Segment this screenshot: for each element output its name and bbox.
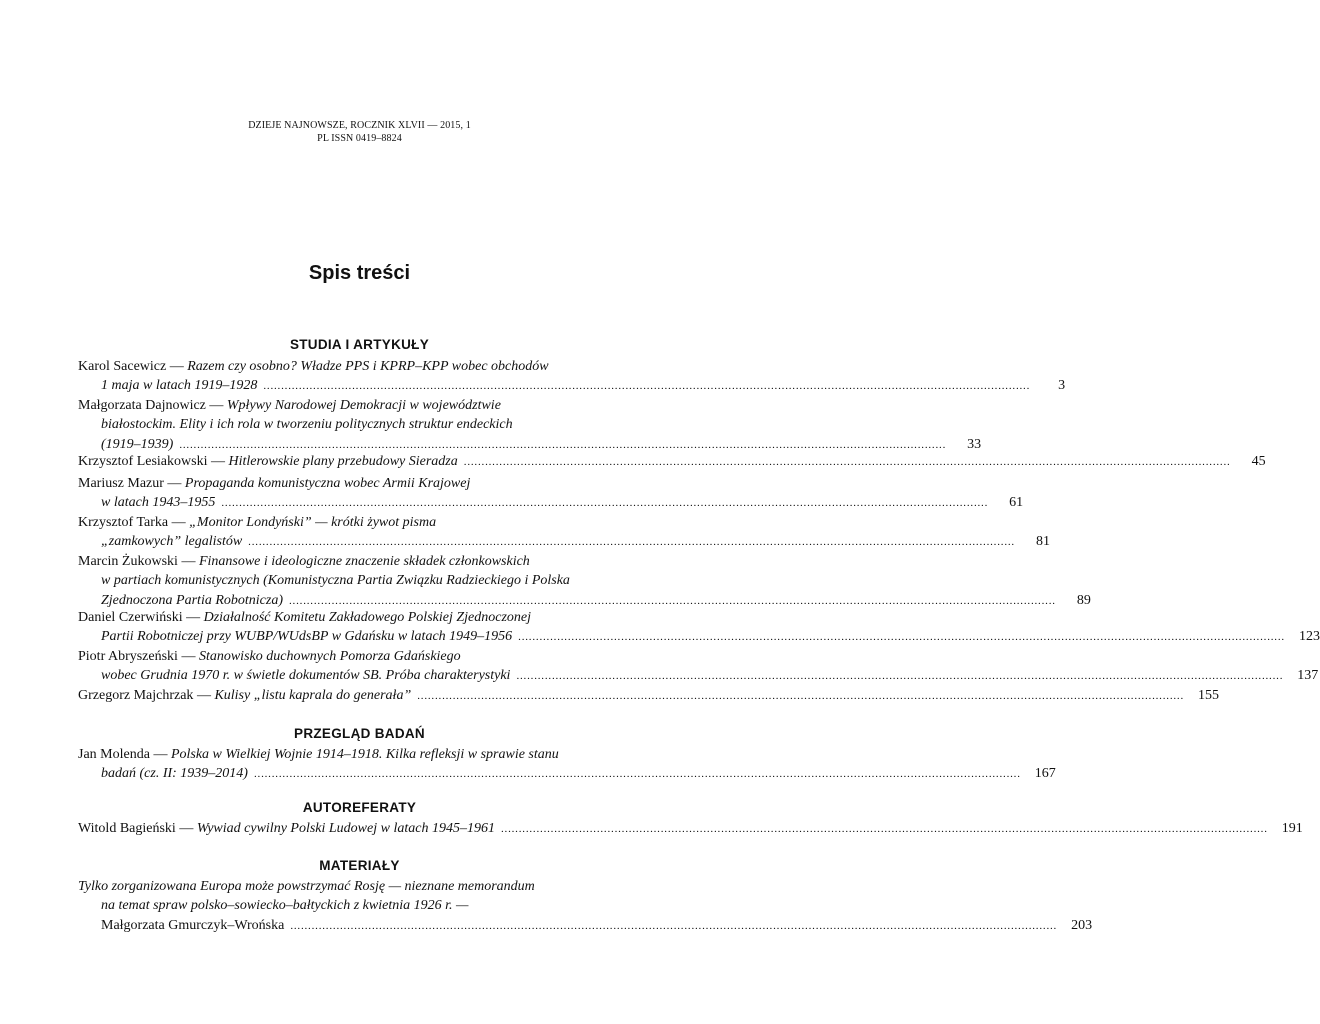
leader-dots: ........................................................................................................................................................................................................................ [253, 768, 1021, 781]
page-number: 45 [1251, 454, 1266, 469]
page-number: 81 [1035, 534, 1050, 550]
toc-entry-dajnowicz[interactable]: Małgorzata Dajnowicz — Wpływy Narodowej Demokracji w województwie białostockim. Elity i ich rola w tworzeniu politycznych struktur endeckich (1919–1939) ........................................................................................................................................................................................................................ 33 [78, 396, 641, 454]
page-number: 33 [967, 436, 982, 452]
entry-author: Witold Bagieński [78, 821, 176, 836]
entry-title: „Monitor Londyński” — krótki żywot pisma [189, 515, 437, 530]
page-title: Spis treści [308, 262, 411, 284]
toc-entry-lesiakowski[interactable]: Krzysztof Lesiakowski — Hitlerowskie plany przebudowy Sieradza ........................................................................................................................................................................................................................ 45 [78, 452, 641, 471]
toc-entry-gmurczyk-wronska[interactable]: Tylko zorganizowana Europa może powstrzymać Rosję — nieznane memorandum na temat spraw polsko–sowiecko–bałtyckich z kwietnia 1926 r. — Małgorzata Gmurczyk–Wrońska ........................................................................................................................................................................................................................ 203 [78, 877, 641, 935]
entry-title: Wywiad cywilny Polski Ludowej w latach 1945–1961 [196, 821, 495, 836]
section-heading-studia: STUDIA I ARTYKUŁY [289, 337, 430, 352]
issn-line: PL ISSN 0419–8824 [317, 133, 402, 144]
entry-title: Hitlerowskie plany przebudowy Sieradza [228, 454, 458, 469]
leader-dots: ........................................................................................................................................................................................................................ [500, 823, 1268, 835]
entry-author: Daniel Czerwiński [78, 610, 183, 625]
journal-line: DZIEJE NAJNOWSZE, ROCZNIK XLVII — 2015, 1 [248, 120, 471, 131]
entry-author: Karol Sacewicz [78, 359, 167, 374]
entry-title: Finansowe i ideologiczne znaczenie składek członkowskich [198, 554, 530, 569]
page-number: 89 [1076, 592, 1091, 608]
entry-author: Małgorzata Dajnowicz [78, 398, 206, 413]
entry-title: Kulisy „listu kaprala do generała” [214, 688, 412, 703]
page-number: 155 [1198, 688, 1220, 703]
page-number: 3 [1058, 378, 1066, 394]
leader-dots: ........................................................................................................................................................................................................................ [289, 594, 1056, 607]
toc-entry-zukowski[interactable]: Marcin Żukowski — Finansowe i ideologiczne znaczenie składek członkowskich w partiach komunistycznych (Komunistyczna Partia Związku Radzieckiego i Polska Zjednoczona Partia Robotnicza) ........................................................................................................................................................................................................................ 89 [78, 552, 641, 610]
entry-title: Polska w Wielkiej Wojnie 1914–1918. Kilka refleksji w sprawie stanu [170, 747, 559, 762]
entry-title: Działalność Komitetu Zakładowego Polskiej Zjednoczonej [203, 610, 532, 625]
toc-entry-bagienski[interactable]: Witold Bagieński — Wywiad cywilny Polski Ludowej w latach 1945–1961 ........................................................................................................................................................................................................................ 191 [78, 819, 641, 838]
section-heading-materialy: MATERIAŁY [319, 858, 400, 873]
leader-dots: ........................................................................................................................................................................................................................ [463, 456, 1231, 468]
leader-dots: ........................................................................................................................................................................................................................ [417, 690, 1185, 702]
toc-entry-abryszenski[interactable]: Piotr Abryszeński — Stanowisko duchownych Pomorza Gdańskiego wobec Grudnia 1970 r. w świetle dokumentów SB. Próba charakterystyki ........................................................................................................................................................................................................................ 137 [78, 647, 641, 686]
entry-author: Grzegorz Majchrzak [78, 688, 194, 703]
leader-dots: ........................................................................................................................................................................................................................ [248, 536, 1015, 549]
entry-title: Razem czy osobno? Władze PPS i KPRP–KPP wobec obchodów [187, 359, 549, 374]
page-number: 167 [1034, 766, 1056, 782]
page-number: 191 [1281, 821, 1303, 836]
entry-title: Propaganda komunistyczna wobec Armii Krajowej [184, 476, 471, 491]
toc-entry-czerwinski[interactable]: Daniel Czerwiński — Działalność Komitetu Zakładowego Polskiej Zjednoczonej Partii Robotniczej przy WUBP/WUdsBP w Gdańsku w latach 1949–1956 ........................................................................................................................................................................................................................ 123 [78, 608, 641, 647]
page-number: 61 [1009, 495, 1024, 511]
page-number: 137 [1297, 668, 1319, 684]
entry-title: Wpływy Narodowej Demokracji w województwie [226, 398, 501, 413]
journal-header [0, 119, 719, 145]
entry-author: Marcin Żukowski [78, 554, 178, 569]
leader-dots: ........................................................................................................................................................................................................................ [290, 919, 1058, 932]
entry-author: Małgorzata Gmurczyk–Wrońska [101, 917, 285, 933]
section-heading-autoreferaty: AUTOREFERATY [302, 800, 417, 815]
entry-author: Mariusz Mazur [78, 476, 164, 491]
leader-dots: ........................................................................................................................................................................................................................ [263, 380, 1031, 393]
leader-dots: ........................................................................................................................................................................................................................ [221, 497, 989, 510]
entry-author: Piotr Abryszeński [78, 649, 178, 664]
entry-title: Stanowisko duchownych Pomorza Gdańskiego [198, 649, 461, 664]
page-number: 123 [1298, 629, 1320, 645]
section-heading-przeglad: PRZEGLĄD BADAŃ [294, 726, 425, 741]
entry-author: Jan Molenda [78, 747, 150, 762]
toc-entry-mazur[interactable]: Mariusz Mazur — Propaganda komunistyczna wobec Armii Krajowej w latach 1943–1955 ........................................................................................................................................................................................................................ 61 [78, 474, 641, 513]
entry-author: Krzysztof Tarka [78, 515, 169, 530]
leader-dots: ........................................................................................................................................................................................................................ [518, 631, 1285, 644]
page-number: 203 [1071, 917, 1093, 933]
toc-entry-sacewicz[interactable]: Karol Sacewicz — Razem czy osobno? Władze PPS i KPRP–KPP wobec obchodów 1 maja w latach 1919–1928 ........................................................................................................................................................................................................................ 3 [78, 357, 641, 396]
toc-entry-molenda[interactable]: Jan Molenda — Polska w Wielkiej Wojnie 1914–1918. Kilka refleksji w sprawie stanu badań (cz. II: 1939–2014) ........................................................................................................................................................................................................................ 167 [78, 745, 641, 784]
entry-author: Krzysztof Lesiakowski [78, 454, 208, 469]
leader-dots: ........................................................................................................................................................................................................................ [516, 670, 1284, 683]
toc-entry-majchrzak[interactable]: Grzegorz Majchrzak — Kulisy „listu kaprala do generała” ........................................................................................................................................................................................................................ 155 [78, 686, 641, 705]
entry-title: Tylko zorganizowana Europa może powstrzymać Rosję — nieznane memorandum [78, 879, 535, 894]
toc-entry-tarka[interactable]: Krzysztof Tarka — „Monitor Londyński” — krótki żywot pisma „zamkowych” legalistów ........................................................................................................................................................................................................................ 81 [78, 513, 641, 552]
leader-dots: ........................................................................................................................................................................................................................ [179, 438, 947, 451]
